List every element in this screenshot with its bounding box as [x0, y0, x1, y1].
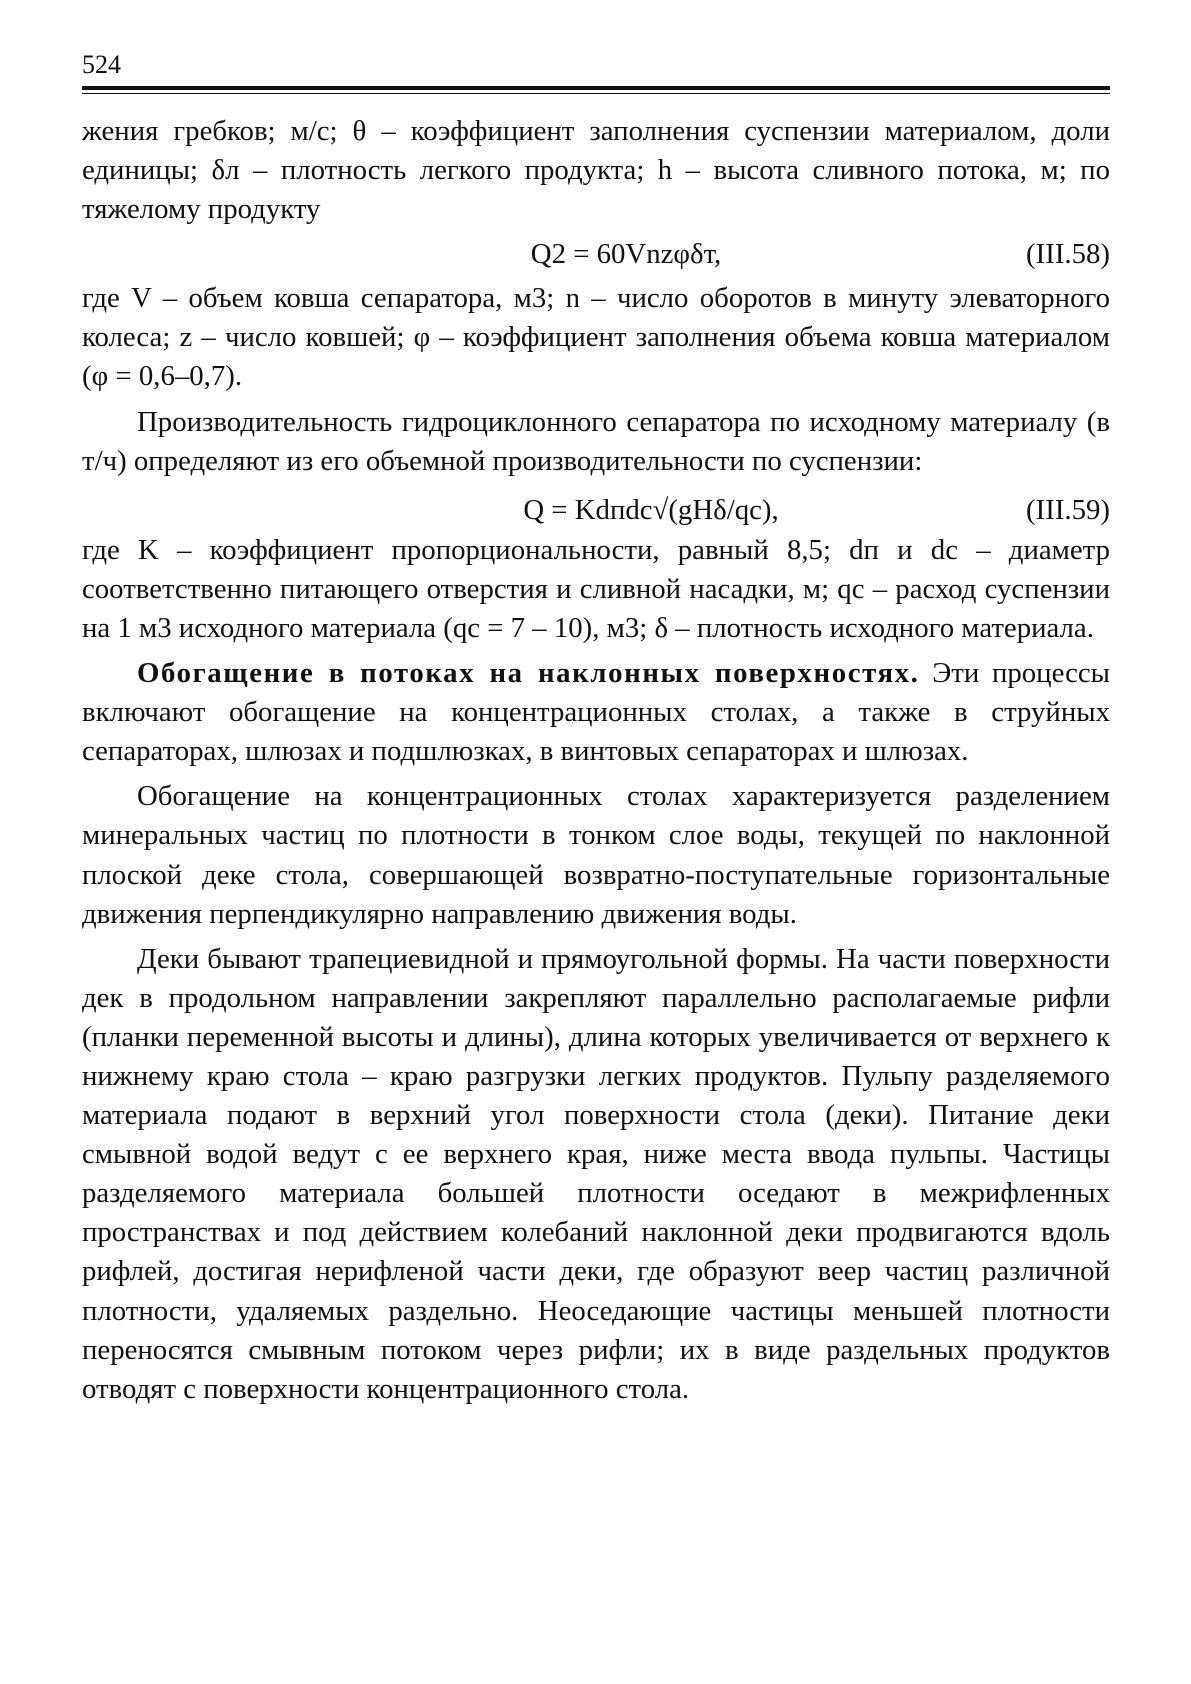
paragraph-concentration-tables: [82, 777, 1110, 933]
paragraph-text: где K – коэффициент пропорциональности, равный 8,5; dп и dс – диаметр соответственно питающего отверстия и сливной насадки, м; qс – расход суспензии на 1 м3 исходного материала (qс = 7 – 10), м3; δ – плотность исходного материала.: [82, 533, 1110, 644]
page-number: 524: [82, 50, 121, 79]
paragraph-decks: [82, 940, 1110, 1409]
paragraph-text: Обогащение на концентрационных столах характеризуется разделением минеральных частиц по плотности в тонком слое воды, текущей по наклонной плоской деке стола, совершающей возвратно-поступательные горизонтальные движения перпендикулярно направлению движения воды.: [82, 780, 1110, 930]
paragraph-text: Производительность гидроциклонного сепаратора по исходному материалу (в т/ч) определяют из его объемной производительности по суспензии:: [82, 405, 1110, 477]
paragraph-hydrocyclone: [82, 403, 1110, 481]
formula-iii-59: [82, 481, 1110, 531]
paragraph-variables-58: [82, 279, 1110, 396]
paragraph-variables-59: [82, 531, 1110, 648]
paragraph-inclined-surfaces: [82, 654, 1110, 771]
header-rule-thick: [82, 86, 1110, 90]
formula-expression: Q2 = 60Vnzφδт,: [530, 238, 722, 271]
paragraph-continuation: [82, 112, 1110, 229]
body-text: [82, 112, 1110, 1409]
formula-number: (III.58): [1026, 238, 1110, 271]
paragraph-text: Деки бывают трапециевидной и прямоугольной формы. На части поверхности дек в продольном направлении закрепляют параллельно располагаемые рифли (планки переменной высоты и длины), длина которых увеличивается от верхнего к нижнему краю стола – краю разгрузки легких продуктов. Пульпу разделяемого материала подают в верхний угол поверхности стола (деки). Питание деки смывной водой ведут с ее верхнего края, ниже места ввода пульпы. Частицы разделяемого материала большей плотности оседают в межрифленных пространствах и под действием колебаний наклонной деки продвигаются вдоль рифлей, достигая нерифленой части деки, где образуют веер частиц различной плотности, удаляемых раздельно. Неоседающие частицы меньшей плотности переносятся смывным потоком через рифли; их в виде раздельных продуктов отводят с поверхности концентрационного стола.: [82, 942, 1110, 1405]
paragraph-text: Эти процессы включают обогащение на концентрационных столах, а также в струйных сепараторах, шлюзах и подшлюзках, в винтовых сепараторах и шлюзах.: [82, 657, 1110, 768]
formula-expression: Q = Kdпdс√(gHδ/qс),: [523, 493, 779, 526]
formula-number: (III.59): [1026, 493, 1110, 526]
paragraph-text: где V – объем ковша сепаратора, м3; n – число оборотов в минуту элеваторного колеса; z – число ковшей; φ – коэффициент заполнения объема ковша материалом (φ = 0,6–0,7).: [82, 282, 1110, 393]
section-run-in-heading: Обогащение в потоках на наклонных поверхностях.: [137, 657, 920, 690]
formula-iii-58: [82, 229, 1110, 279]
paragraph-text: жения гребков; м/с; θ – коэффициент заполнения суспензии материалом, доли единицы; δл – плотность легкого продукта; h – высота сливного потока, м; по тяжелому продукту: [82, 115, 1110, 226]
header-rule-thin: [82, 93, 1110, 94]
